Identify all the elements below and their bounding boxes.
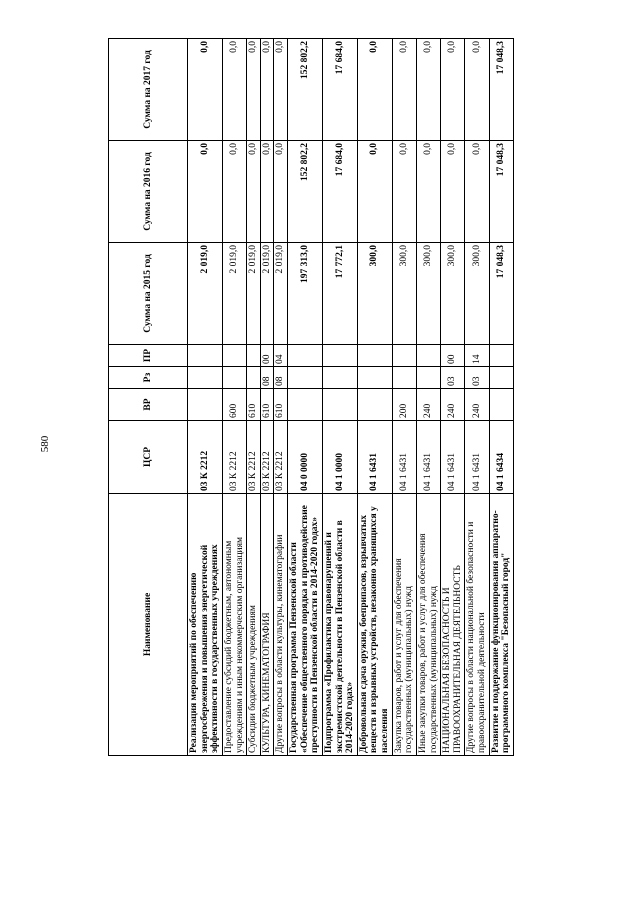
cell-sum-2015: 300,0 xyxy=(357,243,392,345)
cell-sum-2017: 152 802,2 xyxy=(288,39,323,141)
cell-name: Закупка товаров, работ и услуг для обеспечения государственных (муниципальных) нужд xyxy=(392,494,416,756)
cell-name: Реализация мероприятий по обеспечению энергосбережения и повышения энергетической эффективности в государственных учреждениях xyxy=(188,494,223,756)
table-row xyxy=(247,39,261,756)
cell-vr xyxy=(288,389,323,421)
table-row xyxy=(288,39,323,756)
table-row xyxy=(222,39,246,756)
cell-sum-2016: 0,0 xyxy=(260,141,274,243)
cell-sum-2017: 0,0 xyxy=(465,39,489,141)
budget-table-rotated xyxy=(108,38,603,756)
cell-csr: 03 К 2212 xyxy=(222,421,246,494)
cell-name: Другие вопросы в области национальной безопасности и правоохранительной деятельности xyxy=(465,494,489,756)
cell-name: Иные закупки товаров, работ и услуг для обеспечения государственных (муниципальных) нужд xyxy=(416,494,440,756)
cell-sum-2017: 0,0 xyxy=(274,39,288,141)
cell-sum-2017: 0,0 xyxy=(247,39,261,141)
cell-sum-2016: 0,0 xyxy=(247,141,261,243)
cell-sum-2015: 300,0 xyxy=(441,243,465,345)
cell-sum-2015: 2 019,0 xyxy=(274,243,288,345)
cell-csr: 04 0 0000 xyxy=(288,421,323,494)
cell-csr: 04 1 6431 xyxy=(357,421,392,494)
cell-sum-2015: 17 048,3 xyxy=(489,243,513,345)
cell-pr: 00 xyxy=(441,345,465,367)
cell-sum-2017: 17 684,0 xyxy=(322,39,357,141)
cell-sum-2015: 2 019,0 xyxy=(260,243,274,345)
cell-rz: 08 xyxy=(260,367,274,389)
cell-pr xyxy=(489,345,513,367)
table-row xyxy=(188,39,223,756)
cell-name: Развитие и поддержание функционирования аппаратно-программного комплекса "Безопасный город" xyxy=(489,494,513,756)
cell-sum-2016: 0,0 xyxy=(222,141,246,243)
table-row xyxy=(260,39,274,756)
cell-rz: 03 xyxy=(441,367,465,389)
cell-sum-2016: 0,0 xyxy=(274,141,288,243)
cell-name: Другие вопросы в области культуры, кинематографии xyxy=(274,494,288,756)
cell-rz xyxy=(288,367,323,389)
cell-pr: 04 xyxy=(274,345,288,367)
cell-sum-2017: 0,0 xyxy=(188,39,223,141)
cell-name: Добровольная сдача оружия, боеприпасов, взрывчатых веществ и взрывных устройств, незаконно хранящихся у населения xyxy=(357,494,392,756)
cell-name: Субсидии бюджетным учреждениям xyxy=(247,494,261,756)
cell-rz xyxy=(222,367,246,389)
cell-pr xyxy=(322,345,357,367)
cell-pr: 14 xyxy=(465,345,489,367)
cell-name: Подпрограмма «Профилактика правонарушений и экстремистской деятельности в Пензенской области в 2014-2020 годах» xyxy=(322,494,357,756)
cell-vr: 610 xyxy=(247,389,261,421)
cell-vr xyxy=(357,389,392,421)
table-row xyxy=(416,39,440,756)
cell-csr: 04 1 6434 xyxy=(489,421,513,494)
cell-csr: 03 К 2212 xyxy=(274,421,288,494)
cell-sum-2015: 2 019,0 xyxy=(222,243,246,345)
cell-vr: 600 xyxy=(222,389,246,421)
cell-rz xyxy=(188,367,223,389)
cell-sum-2015: 300,0 xyxy=(416,243,440,345)
header-csr: ЦСР xyxy=(109,421,188,494)
table-row xyxy=(392,39,416,756)
cell-sum-2017: 17 048,3 xyxy=(489,39,513,141)
cell-rz xyxy=(247,367,261,389)
cell-sum-2016: 0,0 xyxy=(357,141,392,243)
cell-sum-2017: 0,0 xyxy=(416,39,440,141)
cell-sum-2015: 17 772,1 xyxy=(322,243,357,345)
cell-csr: 03 К 2212 xyxy=(260,421,274,494)
budget-table xyxy=(108,38,514,756)
cell-sum-2016: 0,0 xyxy=(465,141,489,243)
cell-name: НАЦИОНАЛЬНАЯ БЕЗОПАСНОСТЬ И ПРАВООХРАНИТЕЛЬНАЯ ДЕЯТЕЛЬНОСТЬ xyxy=(441,494,465,756)
cell-rz xyxy=(489,367,513,389)
header-pr: ПР xyxy=(109,345,188,367)
table-row xyxy=(489,39,513,756)
cell-pr xyxy=(288,345,323,367)
cell-pr xyxy=(357,345,392,367)
cell-sum-2016: 152 802,2 xyxy=(288,141,323,243)
cell-sum-2016: 17 048,3 xyxy=(489,141,513,243)
cell-rz: 03 xyxy=(465,367,489,389)
cell-sum-2015: 2 019,0 xyxy=(247,243,261,345)
cell-sum-2017: 0,0 xyxy=(392,39,416,141)
cell-vr xyxy=(188,389,223,421)
cell-sum-2017: 0,0 xyxy=(222,39,246,141)
cell-pr xyxy=(416,345,440,367)
cell-vr: 240 xyxy=(416,389,440,421)
cell-pr xyxy=(392,345,416,367)
cell-vr: 240 xyxy=(441,389,465,421)
cell-rz xyxy=(416,367,440,389)
cell-vr: 240 xyxy=(465,389,489,421)
cell-csr: 04 1 6431 xyxy=(465,421,489,494)
cell-name: Предоставление субсидий бюджетным, автономным учреждениям и иным некоммерческим организациям xyxy=(222,494,246,756)
cell-vr xyxy=(489,389,513,421)
cell-pr xyxy=(188,345,223,367)
cell-vr: 610 xyxy=(274,389,288,421)
cell-sum-2015: 2 019,0 xyxy=(188,243,223,345)
cell-vr xyxy=(322,389,357,421)
header-sum-2016: Сумма на 2016 год xyxy=(109,141,188,243)
cell-sum-2017: 0,0 xyxy=(441,39,465,141)
table-row xyxy=(441,39,465,756)
cell-pr: 00 xyxy=(260,345,274,367)
cell-vr: 610 xyxy=(260,389,274,421)
cell-sum-2016: 0,0 xyxy=(188,141,223,243)
header-vr: ВР xyxy=(109,389,188,421)
cell-csr: 04 1 6431 xyxy=(416,421,440,494)
table-row xyxy=(465,39,489,756)
cell-rz xyxy=(322,367,357,389)
table-row xyxy=(357,39,392,756)
cell-csr: 04 1 6431 xyxy=(392,421,416,494)
header-name: Наименование xyxy=(109,494,188,756)
cell-vr: 200 xyxy=(392,389,416,421)
cell-sum-2017: 0,0 xyxy=(357,39,392,141)
cell-sum-2016: 0,0 xyxy=(392,141,416,243)
cell-rz xyxy=(392,367,416,389)
cell-sum-2015: 300,0 xyxy=(392,243,416,345)
table-row xyxy=(322,39,357,756)
cell-sum-2016: 0,0 xyxy=(416,141,440,243)
cell-sum-2016: 17 684,0 xyxy=(322,141,357,243)
cell-pr xyxy=(222,345,246,367)
cell-csr: 04 1 6431 xyxy=(441,421,465,494)
header-sum-2017: Сумма на 2017 год xyxy=(109,39,188,141)
cell-rz xyxy=(357,367,392,389)
cell-csr: 04 1 0000 xyxy=(322,421,357,494)
page-number: 580 xyxy=(39,435,51,453)
cell-name: Государственная программа Пензенской области «Обеспечение общественного порядка и противодействие преступности в Пензенской области в 2014-2020 годах» xyxy=(288,494,323,756)
table-row xyxy=(274,39,288,756)
header-sum-2015: Сумма на 2015 год xyxy=(109,243,188,345)
cell-sum-2015: 300,0 xyxy=(465,243,489,345)
cell-sum-2015: 197 313,0 xyxy=(288,243,323,345)
cell-csr: 03 К 2212 xyxy=(247,421,261,494)
header-rz: Рз xyxy=(109,367,188,389)
cell-rz: 08 xyxy=(274,367,288,389)
cell-name: КУЛЬТУРА, КИНЕМАТОГРАФИЯ xyxy=(260,494,274,756)
cell-csr: 03 К 2212 xyxy=(188,421,223,494)
cell-sum-2017: 0,0 xyxy=(260,39,274,141)
table-header-row xyxy=(109,39,188,756)
cell-sum-2016: 0,0 xyxy=(441,141,465,243)
cell-pr xyxy=(247,345,261,367)
